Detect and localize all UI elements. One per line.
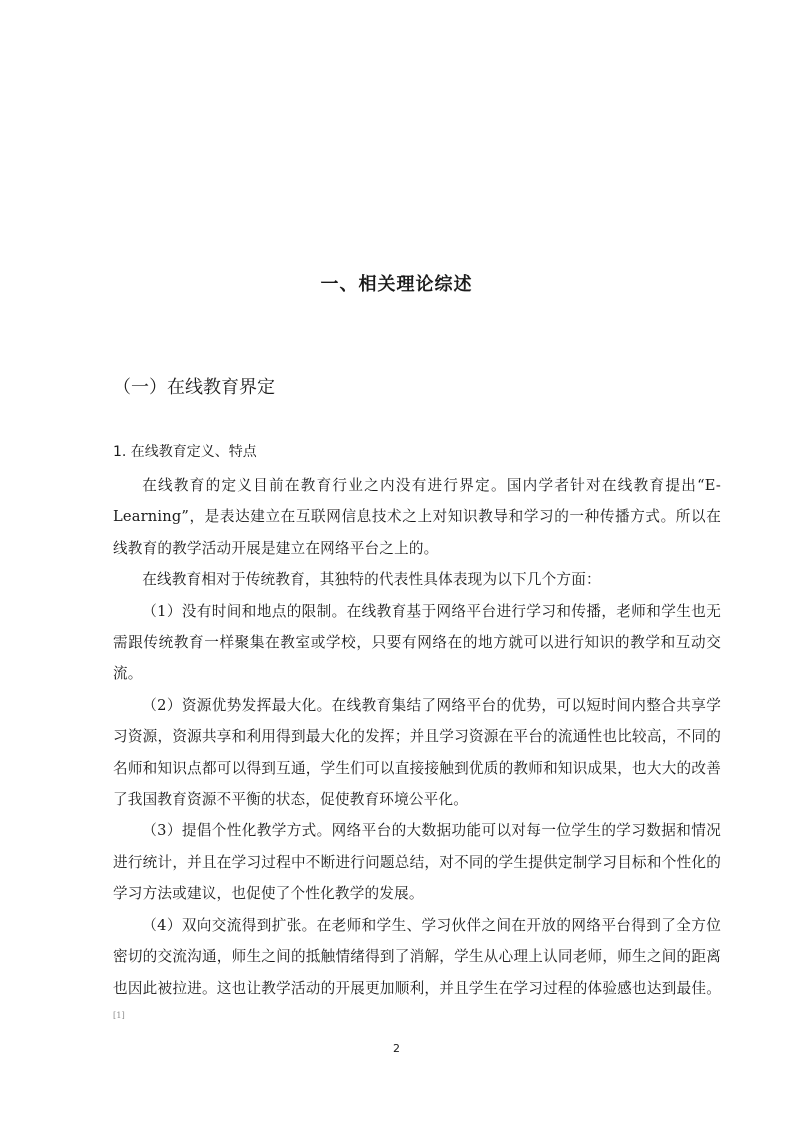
paragraph-feature-4-text: （4）双向交流得到扩张。在老师和学生、学习伙伴之间在开放的网络平台得到了全方位密切的交流沟通，师生之间的抵触情绪得到了消解，学生从心理上认同老师，师生之间的距离也因此被拉进。这也让教学活动的开展更加顺利，并且学生在学习过程的体验感也达到最佳。	[113, 916, 721, 997]
body-text	[113, 470, 721, 1035]
paragraph-features-intro: 在线教育相对于传统教育，其独特的代表性具体表现为以下几个方面：	[142, 571, 601, 589]
paragraph-feature-3: （3）提倡个性化教学方式。网络平台的大数据功能可以对每一位学生的学习数据和情况进行统计，并且在学习过程中不断进行问题总结，对不同的学生提供定制学习目标和个性化的学习方法或建议，也促使了个性化教学的发展。	[113, 822, 721, 903]
paragraph-feature-1: （1）没有时间和地点的限制。在线教育基于网络平台进行学习和传播，老师和学生也无需跟传统教育一样聚集在教室或学校，只要有网络在的地方就可以进行知识的教学和互动交流。	[113, 602, 721, 683]
citation-marker: [1]	[113, 1011, 125, 1021]
page-number: 2	[393, 1042, 400, 1055]
paragraph-definition: 在线教育的定义目前在教育行业之内没有进行界定。国内学者针对在线教育提出“E-Learning”，是表达建立在互联网信息技术之上对知识教导和学习的一种传播方式。所以在线教育的教学活动开展是建立在网络平台之上的。	[113, 477, 721, 557]
subsection-title: 1. 在线教育定义、特点	[113, 444, 257, 460]
section-title: （一）在线教育界定	[113, 377, 275, 398]
chapter-title: 一、相关理论综述	[320, 274, 473, 295]
paragraph-feature-4	[113, 910, 721, 1036]
paragraph-feature-2: （2）资源优势发挥最大化。在线教育集结了网络平台的优势，可以短时间内整合共享学习资源，资源共享和利用得到最大化的发挥；并且学习资源在平台的流通性也比较高，不同的名师和知识点都可以得到互通，学生们可以直接接触到优质的教师和知识成果，也大大的改善了我国教育资源不平衡的状态，促使教育环境公平化。	[113, 696, 721, 809]
